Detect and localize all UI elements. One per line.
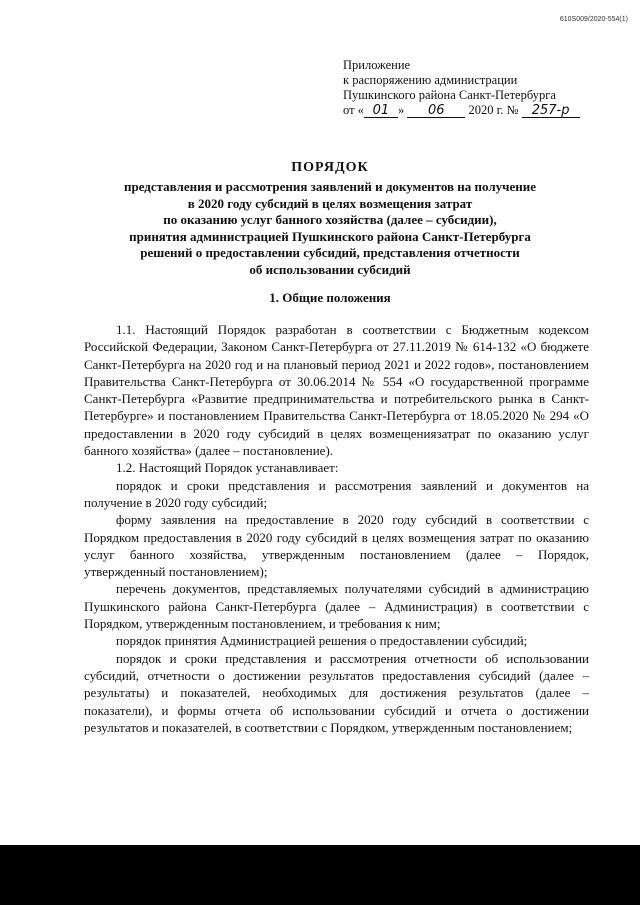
handwritten-month: 06	[407, 105, 465, 118]
appendix-label: Приложение	[343, 58, 411, 72]
date-mid: »	[397, 103, 405, 117]
handwritten-day: 01	[364, 105, 398, 118]
appendix-order-line: к распоряжению администрации	[343, 73, 518, 87]
date-year: 2020 г. №	[468, 103, 519, 117]
paragraph: форму заявления на предоставление в 2020 году субсидий в соответствии с Порядком предоставления в 2020 году субсидий в целях возмещения затрат по оказанию услуг банного хозяйства, утвержденным постановлением (далее – Порядок, утвержденный постановлением);	[84, 512, 589, 580]
title-sub-line: в 2020 году субсидий в целях возмещения затрат	[187, 195, 473, 211]
title-sub-line: представления и рассмотрения заявлений и документов на получение	[123, 179, 537, 194]
body-text	[84, 321, 589, 736]
appendix-block	[343, 58, 580, 118]
title-sub-line: по оказанию услуг банного хозяйства (далее – субсидии),	[163, 212, 497, 227]
paragraph: перечень документов, представляемых получателями субсидий в администрацию Пушкинского района Санкт-Петербурга (далее – Администрация) в соответствии с Порядком, утвержденным постановлением, и требования к ним;	[84, 581, 589, 632]
appendix-district-line: Пушкинского района Санкт-Петербурга	[343, 88, 556, 102]
section-heading: 1. Общие положения	[269, 290, 391, 305]
title-sub-line: принятия администрацией Пушкинского района Санкт-Петербурга	[129, 228, 531, 244]
date-prefix: от «	[343, 103, 364, 117]
paragraph: порядок и сроки представления и рассмотрения отчетности об использовании субсидий, отчетности о достижении результатов предоставления субсидий (далее – результаты) и показателей, необходимых для достижения результатов (далее – показатели), и формы отчета об использовании субсидий и отчета о достижении результатов и показателей, в соответствии с Порядком, утвержденным постановлением;	[84, 650, 589, 735]
handwritten-order-number: 257-р	[522, 105, 580, 118]
paragraph: порядок принятия Администрацией решения о предоставлении субсидий;	[116, 633, 528, 649]
scan-border	[0, 845, 640, 905]
paragraph: 1.2. Настоящий Порядок устанавливает:	[116, 460, 339, 476]
document-number: 610S009/2020-554(1)	[559, 16, 628, 23]
title-sub-line: об использовании субсидий	[249, 261, 411, 277]
title-main: ПОРЯДОК	[291, 160, 369, 175]
title-sub-line: решений о предоставлении субсидий, представления отчетности	[140, 245, 520, 260]
appendix-date-line	[343, 103, 580, 118]
paragraph: 1.1. Настоящий Порядок разработан в соответствии с Бюджетным кодексом Российской Федерации, Законом Санкт-Петербурга от 27.11.2019 № 614-132 «О бюджете Санкт-Петербурга на 2020 год и на плановый период 2021 и 2022 годов», постановлением Правительства Санкт-Петербурга от 30.06.2014 № 554 «О государственной программе Санкт-Петербурга «Развитие предпринимательства и потребительского рынка в Санкт-Петербурге» и постановлением Правительства Санкт-Петербурга от 18.05.2020 № 294 «О предоставлении в 2020 году субсидий в целях возмещениязатрат по оказанию услуг банного хозяйства» (далее – постановление).	[84, 322, 589, 459]
paragraph: порядок и сроки представления и рассмотрения заявлений и документов на получение в 2020 году субсидий;	[84, 477, 589, 510]
title-subtitle	[60, 179, 600, 278]
document-title	[60, 160, 600, 278]
